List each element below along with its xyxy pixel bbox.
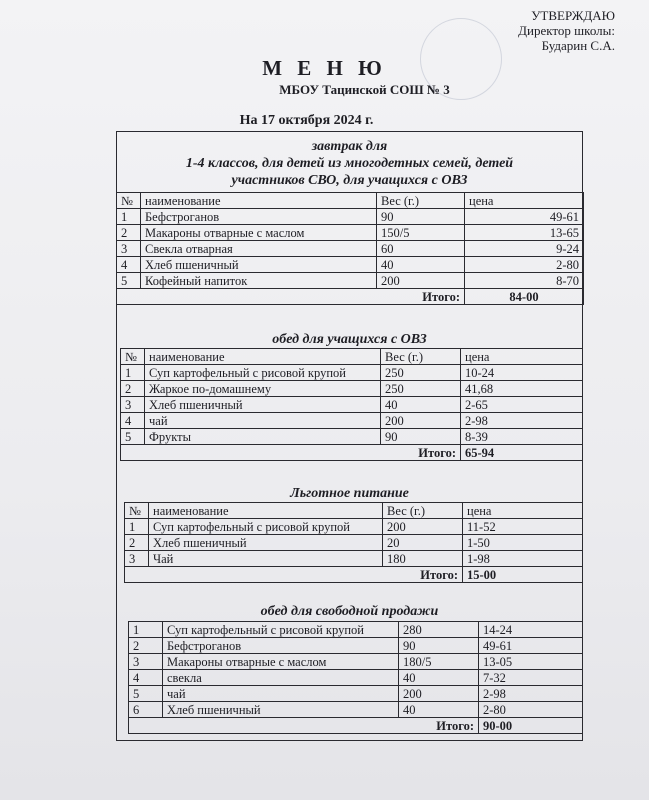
total-row [121, 445, 583, 461]
row-weight: 90 [377, 209, 465, 225]
table-row [117, 241, 584, 257]
row-price: 2-65 [461, 397, 583, 413]
approval-position: Директор школы: [518, 23, 615, 38]
row-name: Хлеб пшеничный [163, 702, 399, 718]
header-price: цена [465, 193, 584, 209]
header-number: № [125, 503, 149, 519]
row-weight: 150/5 [377, 225, 465, 241]
row-number: 4 [121, 413, 145, 429]
row-number: 2 [129, 638, 163, 654]
header-weight: Вес (г.) [381, 349, 461, 365]
table-row [129, 622, 583, 638]
total-label: Итого: [129, 718, 479, 734]
row-price: 13-05 [479, 654, 583, 670]
breakfast-table [116, 192, 584, 305]
table-header-row [117, 193, 584, 209]
header-price: цена [463, 503, 583, 519]
row-price: 9-24 [465, 241, 584, 257]
row-weight: 250 [381, 365, 461, 381]
breakfast-title-line1: завтрак для [311, 139, 388, 154]
header-weight: Вес (г.) [377, 193, 465, 209]
row-name: Хлеб пшеничный [141, 257, 377, 273]
total-row [125, 567, 583, 583]
row-price: 2-98 [461, 413, 583, 429]
row-number: 5 [117, 273, 141, 289]
table-row [117, 225, 584, 241]
total-row [129, 718, 583, 734]
row-name: чай [145, 413, 381, 429]
row-name: Чай [149, 551, 383, 567]
total-value: 65-94 [461, 445, 583, 461]
row-price: 1-50 [463, 535, 583, 551]
free-sale-table [128, 621, 583, 734]
row-number: 4 [117, 257, 141, 273]
table-row [121, 429, 583, 445]
row-price: 10-24 [461, 365, 583, 381]
row-weight: 40 [399, 702, 479, 718]
row-weight: 280 [399, 622, 479, 638]
header-name: наименование [149, 503, 383, 519]
row-price: 2-98 [479, 686, 583, 702]
breakfast-title-line3: участников СВО, для учащихся с ОВЗ [231, 173, 468, 188]
row-number: 1 [129, 622, 163, 638]
row-weight: 200 [381, 413, 461, 429]
row-name: чай [163, 686, 399, 702]
total-label: Итого: [117, 289, 465, 305]
table-row [121, 381, 583, 397]
total-label: Итого: [125, 567, 463, 583]
row-number: 1 [121, 365, 145, 381]
row-weight: 40 [381, 397, 461, 413]
lunch-ovz-table [120, 348, 583, 461]
header-price: цена [461, 349, 583, 365]
row-weight: 90 [381, 429, 461, 445]
row-price: 2-80 [465, 257, 584, 273]
row-weight: 40 [377, 257, 465, 273]
row-price: 8-70 [465, 273, 584, 289]
row-number: 1 [117, 209, 141, 225]
approval-name: Бударин С.А. [541, 38, 615, 53]
row-weight: 180/5 [399, 654, 479, 670]
row-weight: 200 [399, 686, 479, 702]
row-name: Жаркое по-домашнему [145, 381, 381, 397]
row-name: Свекла отварная [141, 241, 377, 257]
table-row [117, 257, 584, 273]
table-row [125, 551, 583, 567]
table-row [117, 273, 584, 289]
row-weight: 200 [377, 273, 465, 289]
row-price: 13-65 [465, 225, 584, 241]
table-row [129, 638, 583, 654]
row-number: 3 [129, 654, 163, 670]
table-row [125, 519, 583, 535]
row-name: Хлеб пшеничный [149, 535, 383, 551]
header-number: № [121, 349, 145, 365]
row-weight: 200 [383, 519, 463, 535]
table-row [125, 535, 583, 551]
school-name: МБОУ Тацинской СОШ № 3 [279, 82, 450, 97]
row-name: Суп картофельный с рисовой крупой [163, 622, 399, 638]
row-price: 41,68 [461, 381, 583, 397]
header-number: № [117, 193, 141, 209]
row-price: 49-61 [479, 638, 583, 654]
row-number: 2 [121, 381, 145, 397]
breakfast-title-line2: 1-4 классов, для детей из многодетных семей, детей [185, 156, 514, 171]
menu-date: На 17 октября 2024 г. [239, 113, 374, 128]
table-row [121, 413, 583, 429]
row-number: 3 [125, 551, 149, 567]
row-weight: 20 [383, 535, 463, 551]
row-price: 11-52 [463, 519, 583, 535]
row-name: Бефстроганов [141, 209, 377, 225]
row-name: Кофейный напиток [141, 273, 377, 289]
table-row [117, 209, 584, 225]
header-name: наименование [145, 349, 381, 365]
row-price: 1-98 [463, 551, 583, 567]
row-weight: 180 [383, 551, 463, 567]
approval-block [518, 8, 615, 53]
row-price: 7-32 [479, 670, 583, 686]
total-value: 84-00 [465, 289, 584, 305]
row-name: свекла [163, 670, 399, 686]
row-weight: 60 [377, 241, 465, 257]
table-row [129, 702, 583, 718]
table-header-row [121, 349, 583, 365]
row-name: Макароны отварные с маслом [163, 654, 399, 670]
total-row [117, 289, 584, 305]
row-weight: 250 [381, 381, 461, 397]
row-price: 14-24 [479, 622, 583, 638]
table-row [121, 365, 583, 381]
free-sale-title: обед для свободной продажи [260, 604, 439, 619]
approval-heading: УТВЕРЖДАЮ [531, 8, 615, 23]
row-number: 5 [121, 429, 145, 445]
row-weight: 40 [399, 670, 479, 686]
total-label: Итого: [121, 445, 461, 461]
table-row [121, 397, 583, 413]
row-number: 3 [121, 397, 145, 413]
table-row [129, 670, 583, 686]
row-number: 5 [129, 686, 163, 702]
header-weight: Вес (г.) [383, 503, 463, 519]
row-name: Фрукты [145, 429, 381, 445]
row-price: 8-39 [461, 429, 583, 445]
row-price: 49-61 [465, 209, 584, 225]
row-name: Макароны отварные с маслом [141, 225, 377, 241]
breakfast-title [116, 138, 583, 189]
row-number: 2 [117, 225, 141, 241]
table-row [129, 686, 583, 702]
row-name: Суп картофельный с рисовой крупой [145, 365, 381, 381]
row-name: Бефстроганов [163, 638, 399, 654]
benefit-table [124, 502, 583, 583]
row-number: 3 [117, 241, 141, 257]
header-name: наименование [141, 193, 377, 209]
row-weight: 90 [399, 638, 479, 654]
menu-title: М Е Н Ю [262, 56, 387, 80]
total-value: 90-00 [479, 718, 583, 734]
total-value: 15-00 [463, 567, 583, 583]
table-header-row [125, 503, 583, 519]
row-name: Хлеб пшеничный [145, 397, 381, 413]
row-number: 4 [129, 670, 163, 686]
row-number: 1 [125, 519, 149, 535]
benefit-title: Льготное питание [290, 486, 409, 501]
row-number: 6 [129, 702, 163, 718]
row-name: Суп картофельный с рисовой крупой [149, 519, 383, 535]
table-row [129, 654, 583, 670]
lunch-ovz-title: обед для учащихся с ОВЗ [272, 332, 427, 347]
row-price: 2-80 [479, 702, 583, 718]
row-number: 2 [125, 535, 149, 551]
